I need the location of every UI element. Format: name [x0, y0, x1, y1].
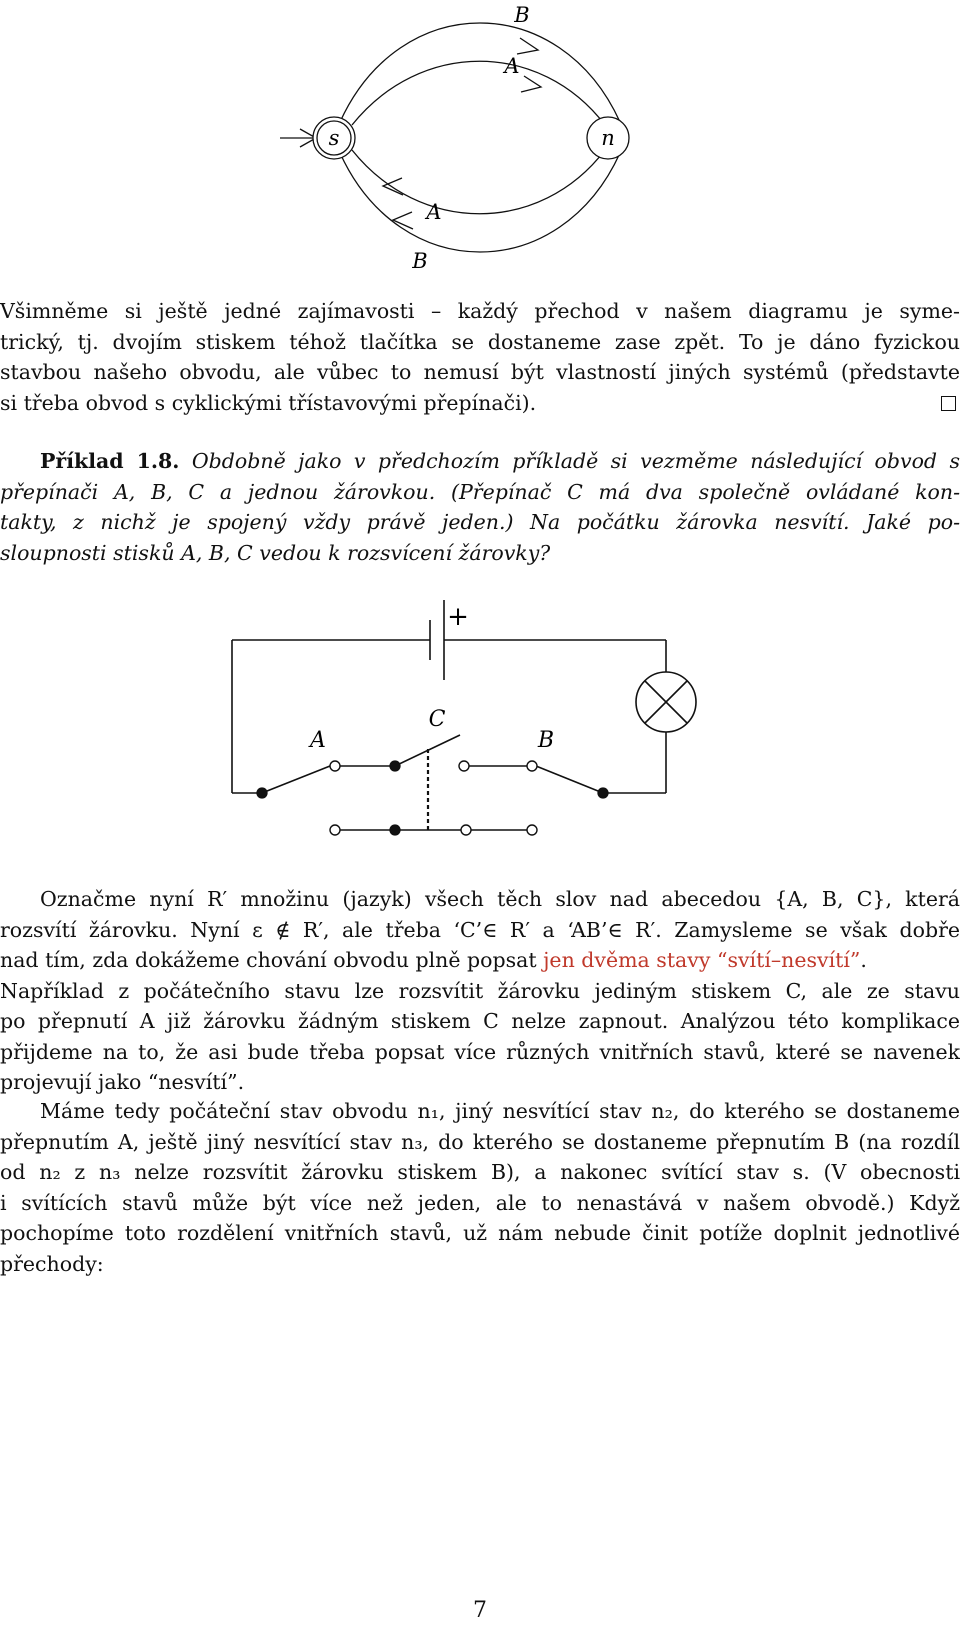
switch-b-blade	[536, 766, 603, 793]
switch-c-label: C	[428, 707, 446, 732]
text-line: pochopíme toto rozdělení vnitřních stavů, už nám nebude činit potíže doplnit jednotlivé	[0, 1221, 960, 1245]
edge-top-outer	[340, 23, 620, 122]
paragraph-states	[0, 1096, 960, 1279]
edge-bottom-outer	[340, 153, 620, 252]
text-line: od n₂ z n₃ nelze rozsvítit žárovku stiskem B), a nakonec svítící stav s. (V obecnosti	[0, 1160, 960, 1184]
state-n-label: n	[601, 126, 615, 150]
text-line: trický, tj. dvojím stiskem téhož tlačítka se dostaneme zase zpět. To je dáno fyzickou	[0, 329, 960, 354]
edge-label-bottom-inner: A	[426, 200, 442, 224]
page-number: 7	[473, 1598, 487, 1623]
text-line: i svítících stavů může být více než jeden, ale to nenastává v našem obvodě.) Když	[0, 1190, 960, 1215]
terminal-b-top	[527, 761, 537, 771]
terminal-c-top-right	[459, 761, 469, 771]
text-line: Označme nyní R′ množinu (jazyk) všech těch slov nad abecedou {A, B, C}, která	[40, 887, 960, 911]
edge-bottom-inner	[352, 150, 605, 214]
switch-b-label: B	[537, 728, 555, 753]
qed-square-icon	[941, 396, 956, 411]
paragraph-language	[0, 884, 960, 1098]
text-line: přechody:	[0, 1251, 104, 1276]
text-line: Máme tedy počáteční stav obvodu n₁, jiný nesvítící stav n₂, do kterého se dostaneme	[40, 1099, 960, 1123]
switch-a-blade	[262, 766, 330, 793]
terminal-a-top	[330, 761, 340, 771]
text-line: stavbou našeho obvodu, ale vůbec to nemusí být vlastností jiných systémů (představte	[0, 360, 960, 384]
arrowhead-top-outer	[517, 38, 538, 54]
text-line: přijdeme na to, že asi bude třeba popsat více různých vnitřních stavů, které se navenek	[0, 1039, 960, 1064]
highlighted-phrase: jen dvěma stavy “svítí–nesvítí”	[543, 948, 861, 972]
switch-a-label: A	[310, 728, 326, 753]
paragraph-symmetry	[0, 296, 960, 418]
example-1-8	[0, 446, 960, 568]
edge-label-top-inner: A	[504, 54, 520, 78]
terminal-a-pivot	[257, 788, 267, 798]
text-line: po přepnutí A již žárovku žádným stiskem C nelze zapnout. Analýzou této komplikace	[0, 1009, 960, 1033]
state-s-label: s	[328, 126, 340, 150]
text-line: přepnutím A, ještě jiný nesvítící stav n₃, do kterého se dostaneme přepnutím B (na rozdíl	[0, 1129, 960, 1154]
edge-label-bottom-outer: B	[412, 249, 428, 273]
terminal-bottom-right	[527, 825, 537, 835]
text-line: nad tím, zda dokážeme chování obvodu plně popsat jen dvěma stavy “svítí–nesvítí”.	[0, 948, 867, 972]
edge-label-top-outer: B	[514, 3, 530, 27]
terminal-bottom-left	[330, 825, 340, 835]
terminal-b-pivot	[598, 788, 608, 798]
arrowhead-bottom-outer	[393, 212, 413, 229]
text-line: takty, z nichž je spojený vždy právě jeden.) Na počátku žárovka nesvítí. Jaké po-	[0, 510, 960, 534]
text-line: projevují jako “nesvítí”.	[0, 1070, 245, 1094]
terminal-c-top-pivot	[390, 761, 400, 771]
text-line: rozsvítí žárovku. Nyní ε ∉ R′, ale třeba ‘C’∈ R′ a ‘AB’∈ R′. Zamysleme se však dobře	[0, 917, 960, 942]
edge-top-inner	[352, 61, 605, 125]
text-line: Příklad 1.8. Obdobně jako v předchozím příkladě si vezměme následující obvod s	[40, 449, 960, 473]
text-line: sloupnosti stisků A, B, C vedou k rozsvícení žárovky?	[0, 540, 551, 565]
terminal-c-bottom-pivot	[390, 825, 400, 835]
text-line: přepínači A, B, C a jednou žárovkou. (Přepínač C má dva společně ovládané kon-	[0, 479, 960, 504]
text-line: Všimněme si ještě jedné zajímavosti – každý přechod v našem diagramu je syme-	[0, 299, 960, 323]
text-line: si třeba obvod s cyklickými třístavovými přepínači).	[0, 388, 960, 419]
text-line: Například z počátečního stavu lze rozsvítit žárovku jediným stiskem C, ale ze stavu	[0, 978, 960, 1003]
state-diagram	[0, 0, 960, 290]
circuit-diagram	[0, 590, 960, 860]
terminal-c-bottom-right	[461, 825, 471, 835]
example-label: Příklad 1.8.	[40, 449, 180, 473]
arrowhead-top-inner	[521, 76, 541, 92]
battery-plus-sign: +	[447, 602, 469, 632]
